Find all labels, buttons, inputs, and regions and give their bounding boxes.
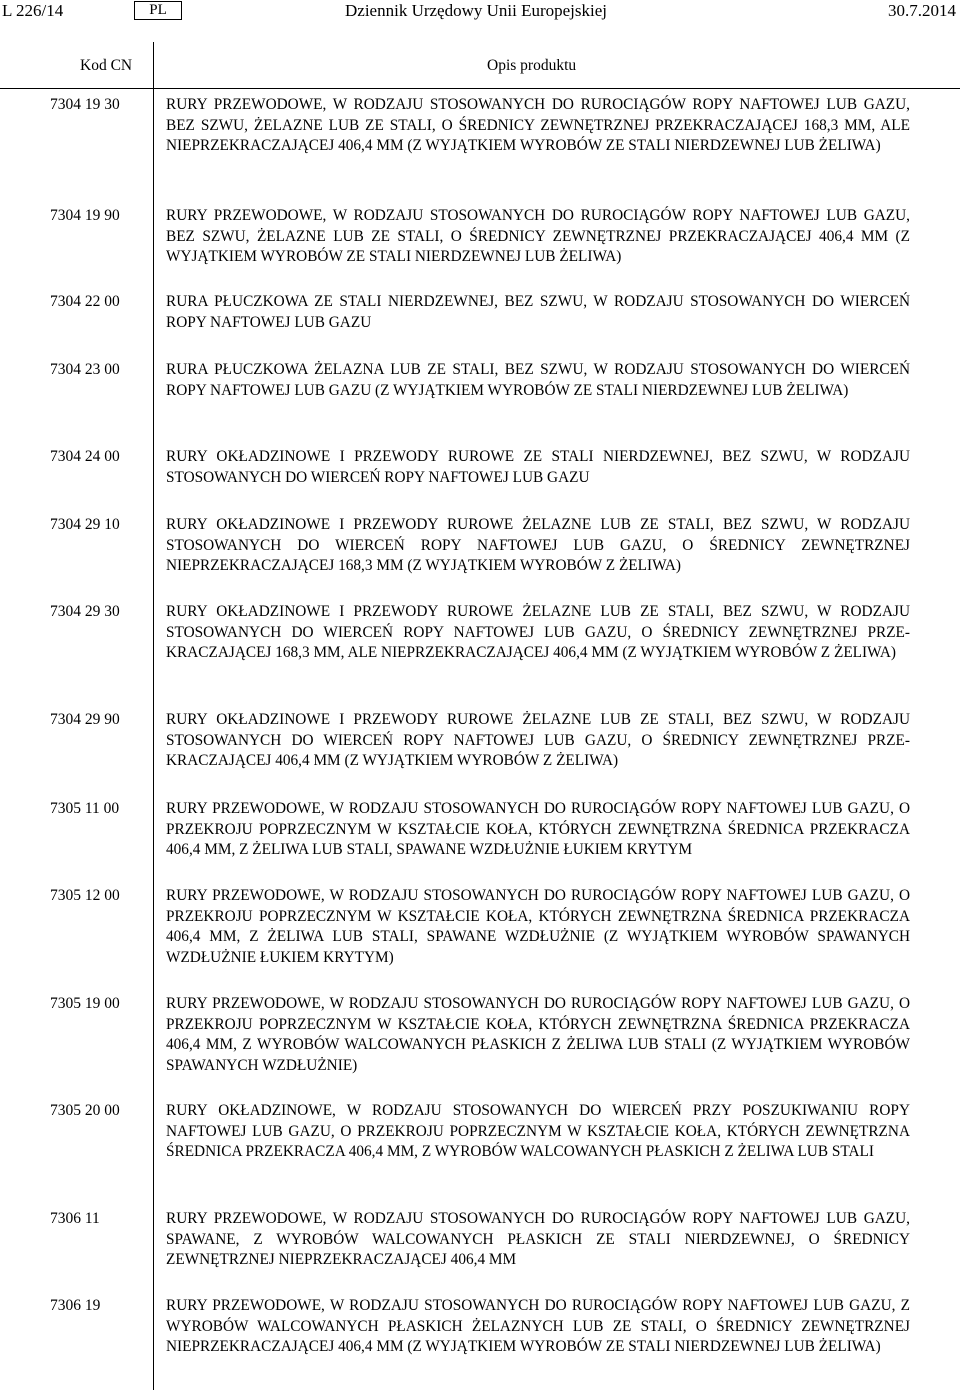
cn-code: 7304 29 10: [50, 516, 120, 533]
product-description: RURA PŁUCZKOWA ZE STALI NIERDZEWNEJ, BEZ SZWU, W RODZAJU STOSOWANYCH DO WIERCEŃ ROPY NAFTOWEJ LUB GAZU: [166, 293, 910, 331]
product-description: RURA PŁUCZKOWA ŻELAZNA LUB ZE STALI, BEZ SZWU, W RODZAJU STOSOWANYCH DO WIERCEŃ ROPY NAFTOWEJ LUB GAZU (Z WYJĄTKIEM WYROBÓW ZE STALI NIERDZEWNEJ LUB ŻELIWA): [166, 361, 910, 399]
cn-code: 7304 19 90: [50, 207, 120, 224]
cn-code: 7305 12 00: [50, 887, 120, 904]
cn-code: 7305 20 00: [50, 1102, 120, 1119]
product-description: RURY PRZEWODOWE, W RODZAJU STOSOWANYCH DO RUROCIĄGÓW ROPY NAFTOWEJ LUB GAZU, O PRZEKROJU POPRZECZNYM W KSZTAŁCIE KOŁA, KTÓRYCH ZEWNĘTRZNA ŚREDNICA PRZEKRACZA 406,4 MM, Z ŻELIWA LUB STALI, SPAWANE WZDŁUŻNIE (Z WYJĄTKIEM WYROBÓW SPAWANYCH WZDŁUŻNIE ŁUKIEM KRYTYM): [166, 887, 910, 967]
product-description: RURY OKŁADZINOWE, W RODZAJU STOSOWANYCH DO WIERCEŃ PRZY POSZUKIWANIU ROPY NAFTOWEJ LUB GAZU, O PRZEKROJU POPRZECZNYM W KSZTAŁCIE KOŁA, KTÓRYCH ZEWNĘTRZNA ŚREDNICA PRZEKRACZA 406,4 MM, Z WYROBÓW WALCOWANYCH PŁASKICH Z ŻELIWA LUB STALI: [166, 1102, 910, 1161]
page-reference: L 226/14: [2, 1, 64, 20]
cn-code: 7305 19 00: [50, 995, 120, 1012]
header-divider: [0, 88, 960, 89]
product-description: RURY PRZEWODOWE, W RODZAJU STOSOWANYCH DO RUROCIĄGÓW ROPY NAFTOWEJ LUB GAZU, Z WYROBÓW WALCOWANYCH PŁASKICH ŻELAZNYCH LUB ZE STALI, O ŚREDNICY ZEWNĘTRZNEJ NIEPRZEKRACZAJĄCEJ 406,4 MM (Z WYJĄTKIEM WYROBÓW ZE STALI NIERDZEWNEJ LUB ŻELIWA): [166, 1297, 910, 1356]
column-header-description: Opis produktu: [487, 57, 577, 74]
cn-code: 7304 24 00: [50, 448, 120, 465]
product-description: RURY OKŁADZINOWE I PRZEWODY RUROWE ŻELAZNE LUB ZE STALI, BEZ SZWU, W RODZAJU STOSOWANYCH DO WIERCEŃ ROPY NAFTOWEJ LUB GAZU, O ŚREDNICY ZEWNĘTRZNEJ PRZEKRACZAJĄCEJ 406,4 MM (Z WYJĄTKIEM WYROBÓW Z ŻELIWA): [166, 711, 910, 770]
column-divider: [153, 42, 154, 1390]
column-header-code: Kod CN: [80, 57, 133, 74]
cn-code: 7304 29 90: [50, 711, 120, 728]
cn-code: 7305 11 00: [50, 800, 120, 817]
product-description: RURY PRZEWODOWE, W RODZAJU STOSOWANYCH DO RUROCIĄGÓW ROPY NAFTOWEJ LUB GAZU, O PRZEKROJU POPRZECZNYM W KSZTAŁCIE KOŁA, KTÓRYCH ZEWNĘTRZNA ŚREDNICA PRZEKRACZA 406,4 MM, Z WYROBÓW WALCOWANYCH PŁASKICH Z ŻELIWA LUB STALI (Z WYJĄTKIEM WYROBÓW SPAWANYCH WZDŁUŻNIE): [166, 995, 910, 1075]
product-description: RURY OKŁADZINOWE I PRZEWODY RUROWE ŻELAZNE LUB ZE STALI, BEZ SZWU, W RODZAJU STOSOWANYCH DO WIERCEŃ ROPY NAFTOWEJ LUB GAZU, O ŚREDNICY ZEWNĘTRZNEJ NIEPRZEKRACZAJĄCEJ 168,3 MM (Z WYJĄTKIEM WYROBÓW Z ŻELIWA): [166, 516, 910, 575]
product-description: RURY OKŁADZINOWE I PRZEWODY RUROWE ŻELAZNE LUB ZE STALI, BEZ SZWU, W RODZAJU STOSOWANYCH DO WIERCEŃ ROPY NAFTOWEJ LUB GAZU, O ŚREDNICY ZEWNĘTRZNEJ PRZEKRACZAJĄCEJ 168,3 MM, ALE NIEPRZEKRACZAJĄCEJ 406,4 MM (Z WYJĄTKIEM WYROBÓW Z ŻELIWA): [166, 603, 910, 662]
page-header: [0, 0, 960, 22]
cn-code: 7304 29 30: [50, 603, 120, 620]
table-header: [0, 57, 960, 81]
cn-code: 7304 19 30: [50, 96, 120, 113]
publication-date: 30.7.2014: [888, 1, 956, 20]
product-description: RURY OKŁADZINOWE I PRZEWODY RUROWE ZE STALI NIERDZEWNEJ, BEZ SZWU, W RODZAJU STOSOWANYCH DO WIERCEŃ ROPY NAFTOWEJ LUB GAZU: [166, 448, 910, 486]
product-description: RURY PRZEWODOWE, W RODZAJU STOSOWANYCH DO RUROCIĄGÓW ROPY NAFTOWEJ LUB GAZU, BEZ SZWU, ŻELAZNE LUB ZE STALI, O ŚREDNICY ZEWNĘTRZNEJ PRZEKRACZAJĄCEJ 406,4 MM (Z WYJĄTKIEM WYROBÓW ZE STALI NIERDZEWNEJ LUB ŻELIWA): [166, 207, 910, 266]
product-description: RURY PRZEWODOWE, W RODZAJU STOSOWANYCH DO RUROCIĄGÓW ROPY NAFTOWEJ LUB GAZU, SPAWANE, Z WYROBÓW WALCOWANYCH PŁASKICH ZE STALI NIERDZEWNEJ, O ŚREDNICY ZEWNĘTRZNEJ NIEPRZEKRACZAJĄCEJ 406,4 MM: [166, 1210, 910, 1269]
cn-code: 7304 22 00: [50, 293, 120, 310]
language-box: PL: [134, 1, 182, 20]
product-description: RURY PRZEWODOWE, W RODZAJU STOSOWANYCH DO RUROCIĄGÓW ROPY NAFTOWEJ LUB GAZU, O PRZEKROJU POPRZECZNYM W KSZTAŁCIE KOŁA, KTÓRYCH ZEWNĘTRZNA ŚREDNICA PRZEKRACZA 406,4 MM, Z ŻELIWA LUB STALI, SPAWANE WZDŁUŻNIE ŁUKIEM KRYTYM: [166, 800, 910, 859]
cn-code: 7304 23 00: [50, 361, 120, 378]
journal-title: Dziennik Urzędowy Unii Europejskiej: [345, 1, 608, 20]
cn-code: 7306 19: [50, 1297, 101, 1314]
cn-code: 7306 11: [50, 1210, 100, 1227]
product-description: RURY PRZEWODOWE, W RODZAJU STOSOWANYCH DO RUROCIĄGÓW ROPY NAFTOWEJ LUB GAZU, BEZ SZWU, ŻELAZNE LUB ZE STALI, O ŚREDNICY ZEWNĘTRZNEJ PRZEKRACZAJĄCEJ 168,3 MM, ALE NIEPRZEKRACZAJĄCEJ 406,4 MM (Z WYJĄTKIEM WYROBÓW ZE STALI NIERDZEWNEJ LUB ŻELIWA): [166, 96, 910, 155]
